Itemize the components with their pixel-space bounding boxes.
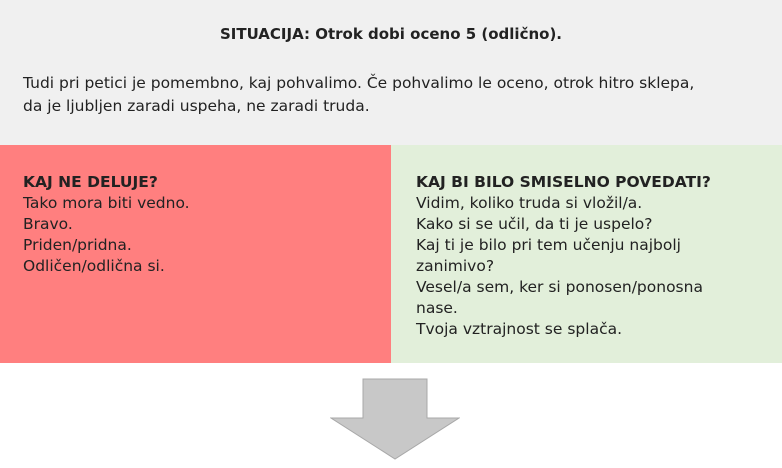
list-item: nase. (416, 299, 458, 317)
list-item: Kaj ti je bilo pri tem učenju najbolj (416, 236, 681, 254)
situation-title: SITUACIJA: Otrok dobi oceno 5 (odlično). (219, 25, 563, 43)
intro-line: da je ljubljen zaradi uspeha, ne zaradi truda. (23, 97, 370, 115)
list-item: Odličen/odlična si. (23, 257, 165, 275)
panel-heading: KAJ BI BILO SMISELNO POVEDATI? (416, 173, 711, 191)
situation-box (0, 0, 782, 145)
list-item: Tako mora biti vedno. (23, 194, 190, 212)
list-item: Vesel/a sem, ker si ponosen/ponosna (416, 278, 703, 296)
panel-heading: KAJ NE DELUJE? (23, 173, 158, 191)
arrow-down-icon (330, 378, 460, 460)
intro-line: Tudi pri petici je pomembno, kaj pohvalimo. Če pohvalimo le oceno, otrok hitro sklepa, (23, 74, 695, 92)
list-item: Kako si se učil, da ti je uspelo? (416, 215, 653, 233)
list-item: Tvoja vztrajnost se splača. (416, 320, 623, 338)
what-does-not-work-panel (0, 145, 391, 363)
situation-intro (23, 72, 773, 118)
list-item: zanimivo? (416, 257, 495, 275)
list-item: Priden/pridna. (23, 236, 132, 254)
what-to-say-panel (391, 145, 782, 363)
list-item: Vidim, koliko truda si vložil/a. (416, 194, 643, 212)
list-item: Bravo. (23, 215, 73, 233)
